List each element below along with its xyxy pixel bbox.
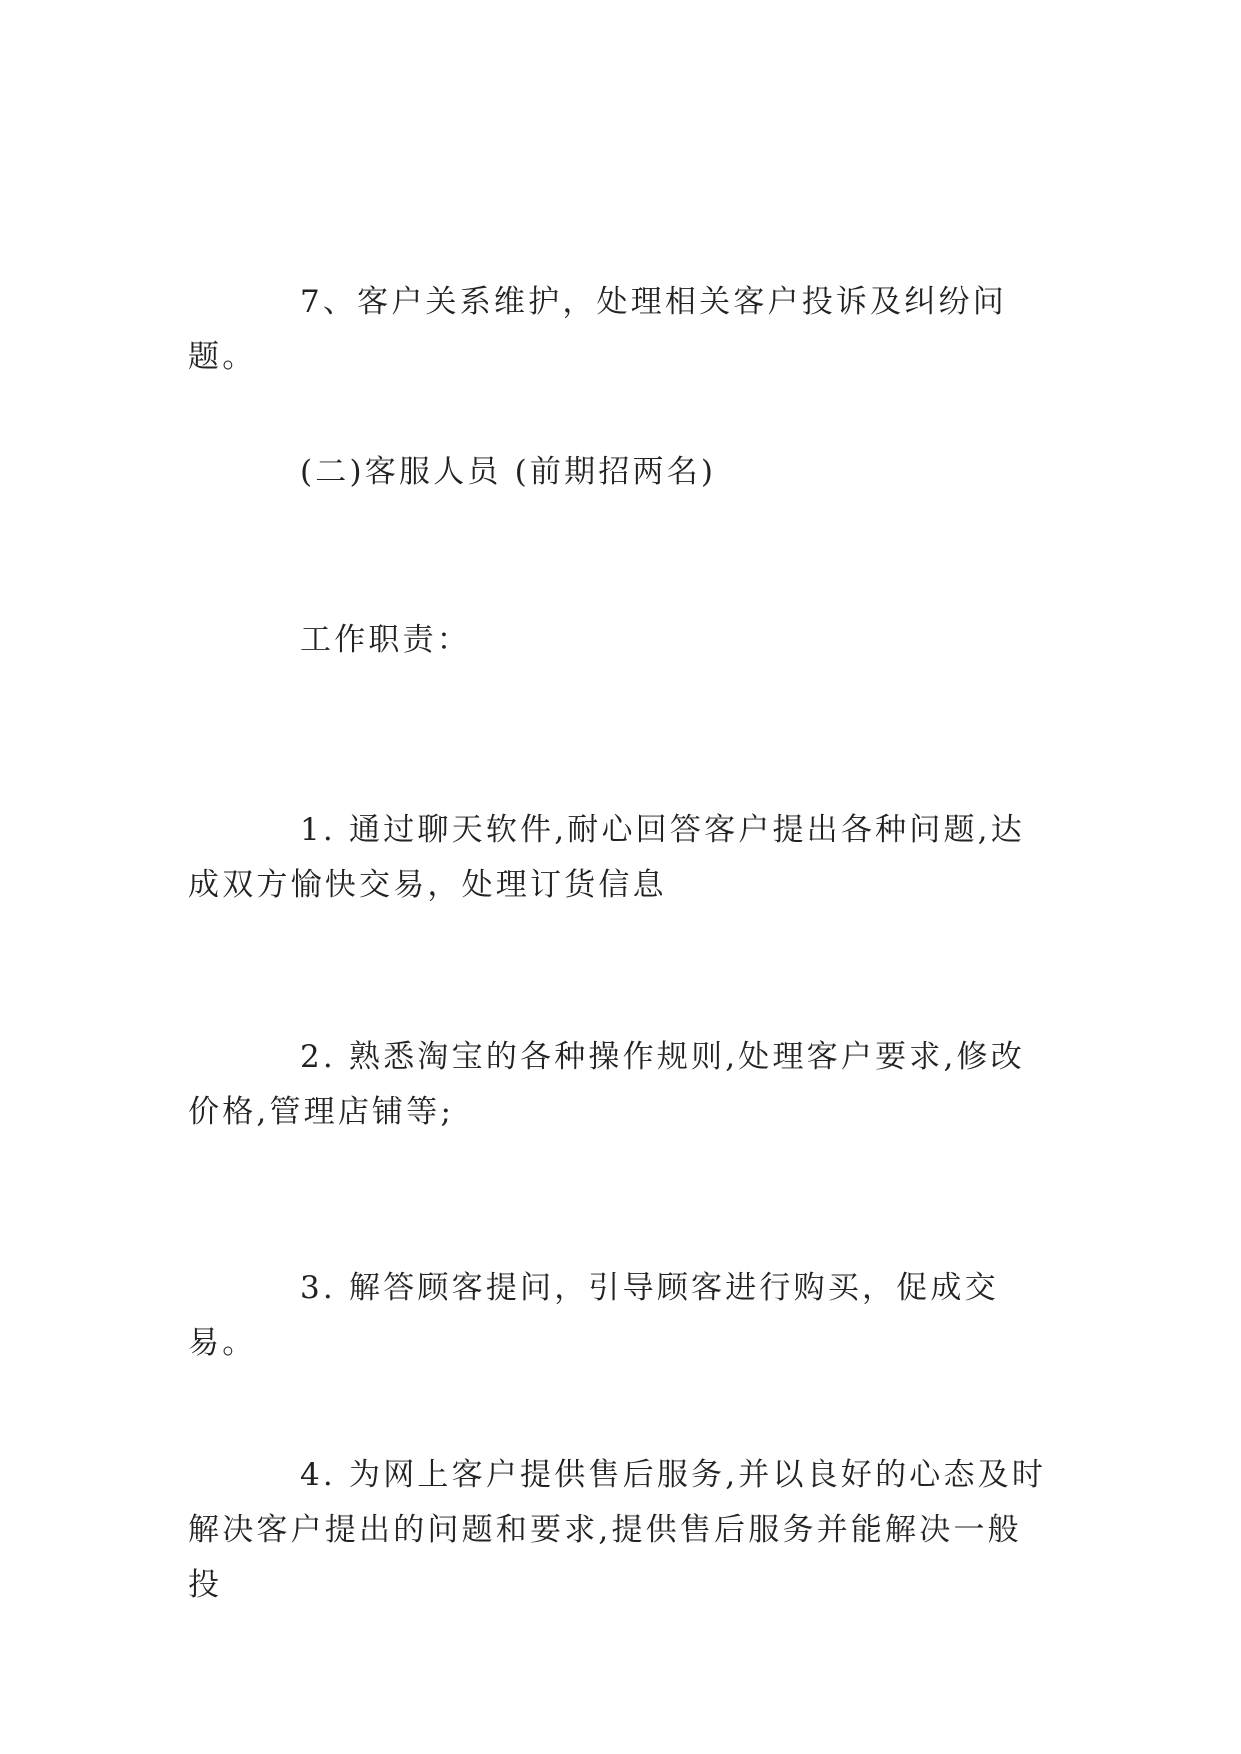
list-item-duty-3: 3. 解答顾客提问，引导顾客进行购买，促成交易。: [188, 1270, 999, 1361]
list-item-duty-2: 2. 熟悉淘宝的各种操作规则,处理客户要求,修改价格,管理店铺等;: [188, 1039, 1025, 1130]
list-item-duty-4: 4. 为网上客户提供售后服务,并以良好的心态及时解决客户提出的问题和要求,提供售后服务并能解决一般投: [188, 1457, 1047, 1603]
subheading-job-duties: 工作职责：: [300, 622, 471, 658]
list-item-duty-1: 1. 通过聊天软件,耐心回答客户提出各种问题,达成双方愉快交易，处理订货信息: [188, 812, 1025, 903]
section-heading-customer-service: (二)客服人员 (前期招两名): [300, 454, 717, 490]
paragraph-customer-relations: 7、客户关系维护，处理相关客户投诉及纠纷问题。: [188, 284, 1007, 375]
